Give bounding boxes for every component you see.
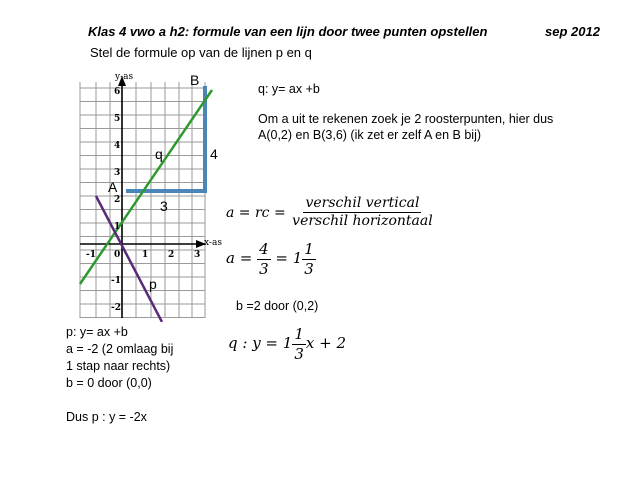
step-label-vertical: 4 (210, 146, 218, 162)
q-equation-lhs: q : y = 1 (228, 334, 293, 352)
slope-formula-lhs: a = rc = (226, 204, 286, 221)
y-tick-label: 2 (114, 195, 121, 205)
y-axis-label: y-as (115, 72, 134, 82)
y-tick-label: -1 (111, 276, 121, 286)
slope-mixed-numerator: 1 (304, 240, 314, 258)
p-intercept-line: b = 0 door (0,0) (66, 376, 152, 390)
line-label-p: p (149, 276, 157, 292)
date-label: sep 2012 (545, 24, 600, 39)
slope-value-numerator: 4 (259, 240, 269, 258)
slope-mixed-denominator: 3 (304, 259, 314, 278)
slope-value-lhs: a = (226, 249, 253, 267)
x-axis-label: x-as (204, 238, 222, 248)
y-tick-label: 3 (114, 168, 121, 178)
slope-value-mixed-fraction (302, 241, 316, 277)
q-formula-template: q: y= ax +b (258, 82, 320, 96)
slope-denominator: verschil horizontaal (292, 213, 433, 230)
slope-value (226, 241, 316, 277)
slope-numerator: verschil vertical (303, 196, 421, 213)
slope-fraction (290, 196, 435, 230)
x-tick-label: 0 (114, 250, 121, 260)
note-line-2: A(0,2) en B(3,6) (ik zet er zelf A en B bij) (258, 128, 482, 142)
y-tick-label: 6 (114, 87, 121, 97)
y-tick-label: 4 (114, 141, 121, 151)
subtitle: Stel de formule op van de lijnen p en q (90, 45, 312, 60)
slope-value-mixed: = 1 (275, 249, 303, 267)
y-tick-labels (111, 87, 121, 313)
x-tick-label: 1 (142, 250, 149, 260)
slope-formula (226, 196, 435, 230)
q-equation-rhs: x + 2 (305, 334, 346, 352)
intercept-note: b =2 door (0,2) (236, 299, 319, 313)
y-tick-label: 5 (114, 114, 121, 124)
p-result: Dus p : y = -2x (66, 410, 147, 424)
page-title: Klas 4 vwo a h2: formule van een lijn door twee punten opstellen (88, 24, 488, 39)
q-equation (228, 326, 346, 362)
p-formula-template: p: y= ax +b (66, 325, 128, 339)
q-equation-denominator: 3 (294, 344, 304, 363)
p-slope-line-1: a = -2 (2 omlaag bij (66, 342, 174, 356)
x-tick-label: 2 (168, 250, 175, 260)
slope-value-fraction (257, 241, 271, 277)
p-slope-line-2: 1 stap naar rechts) (66, 359, 171, 373)
q-equation-numerator: 1 (294, 325, 304, 343)
line-p (96, 196, 162, 322)
x-tick-label: -1 (86, 250, 96, 260)
note-line-1: Om a uit te rekenen zoek je 2 roosterpunten, hier dus (258, 112, 554, 126)
y-tick-label: -2 (111, 303, 121, 313)
line-label-q: q (155, 146, 163, 162)
q-equation-fraction (292, 326, 306, 362)
x-tick-label: 3 (194, 250, 201, 260)
slope-value-denominator: 3 (259, 259, 269, 278)
point-label-b: B (190, 72, 200, 88)
step-label-horizontal: 3 (160, 198, 168, 214)
point-label-a: A (108, 179, 118, 195)
y-tick-label: 1 (114, 222, 121, 232)
